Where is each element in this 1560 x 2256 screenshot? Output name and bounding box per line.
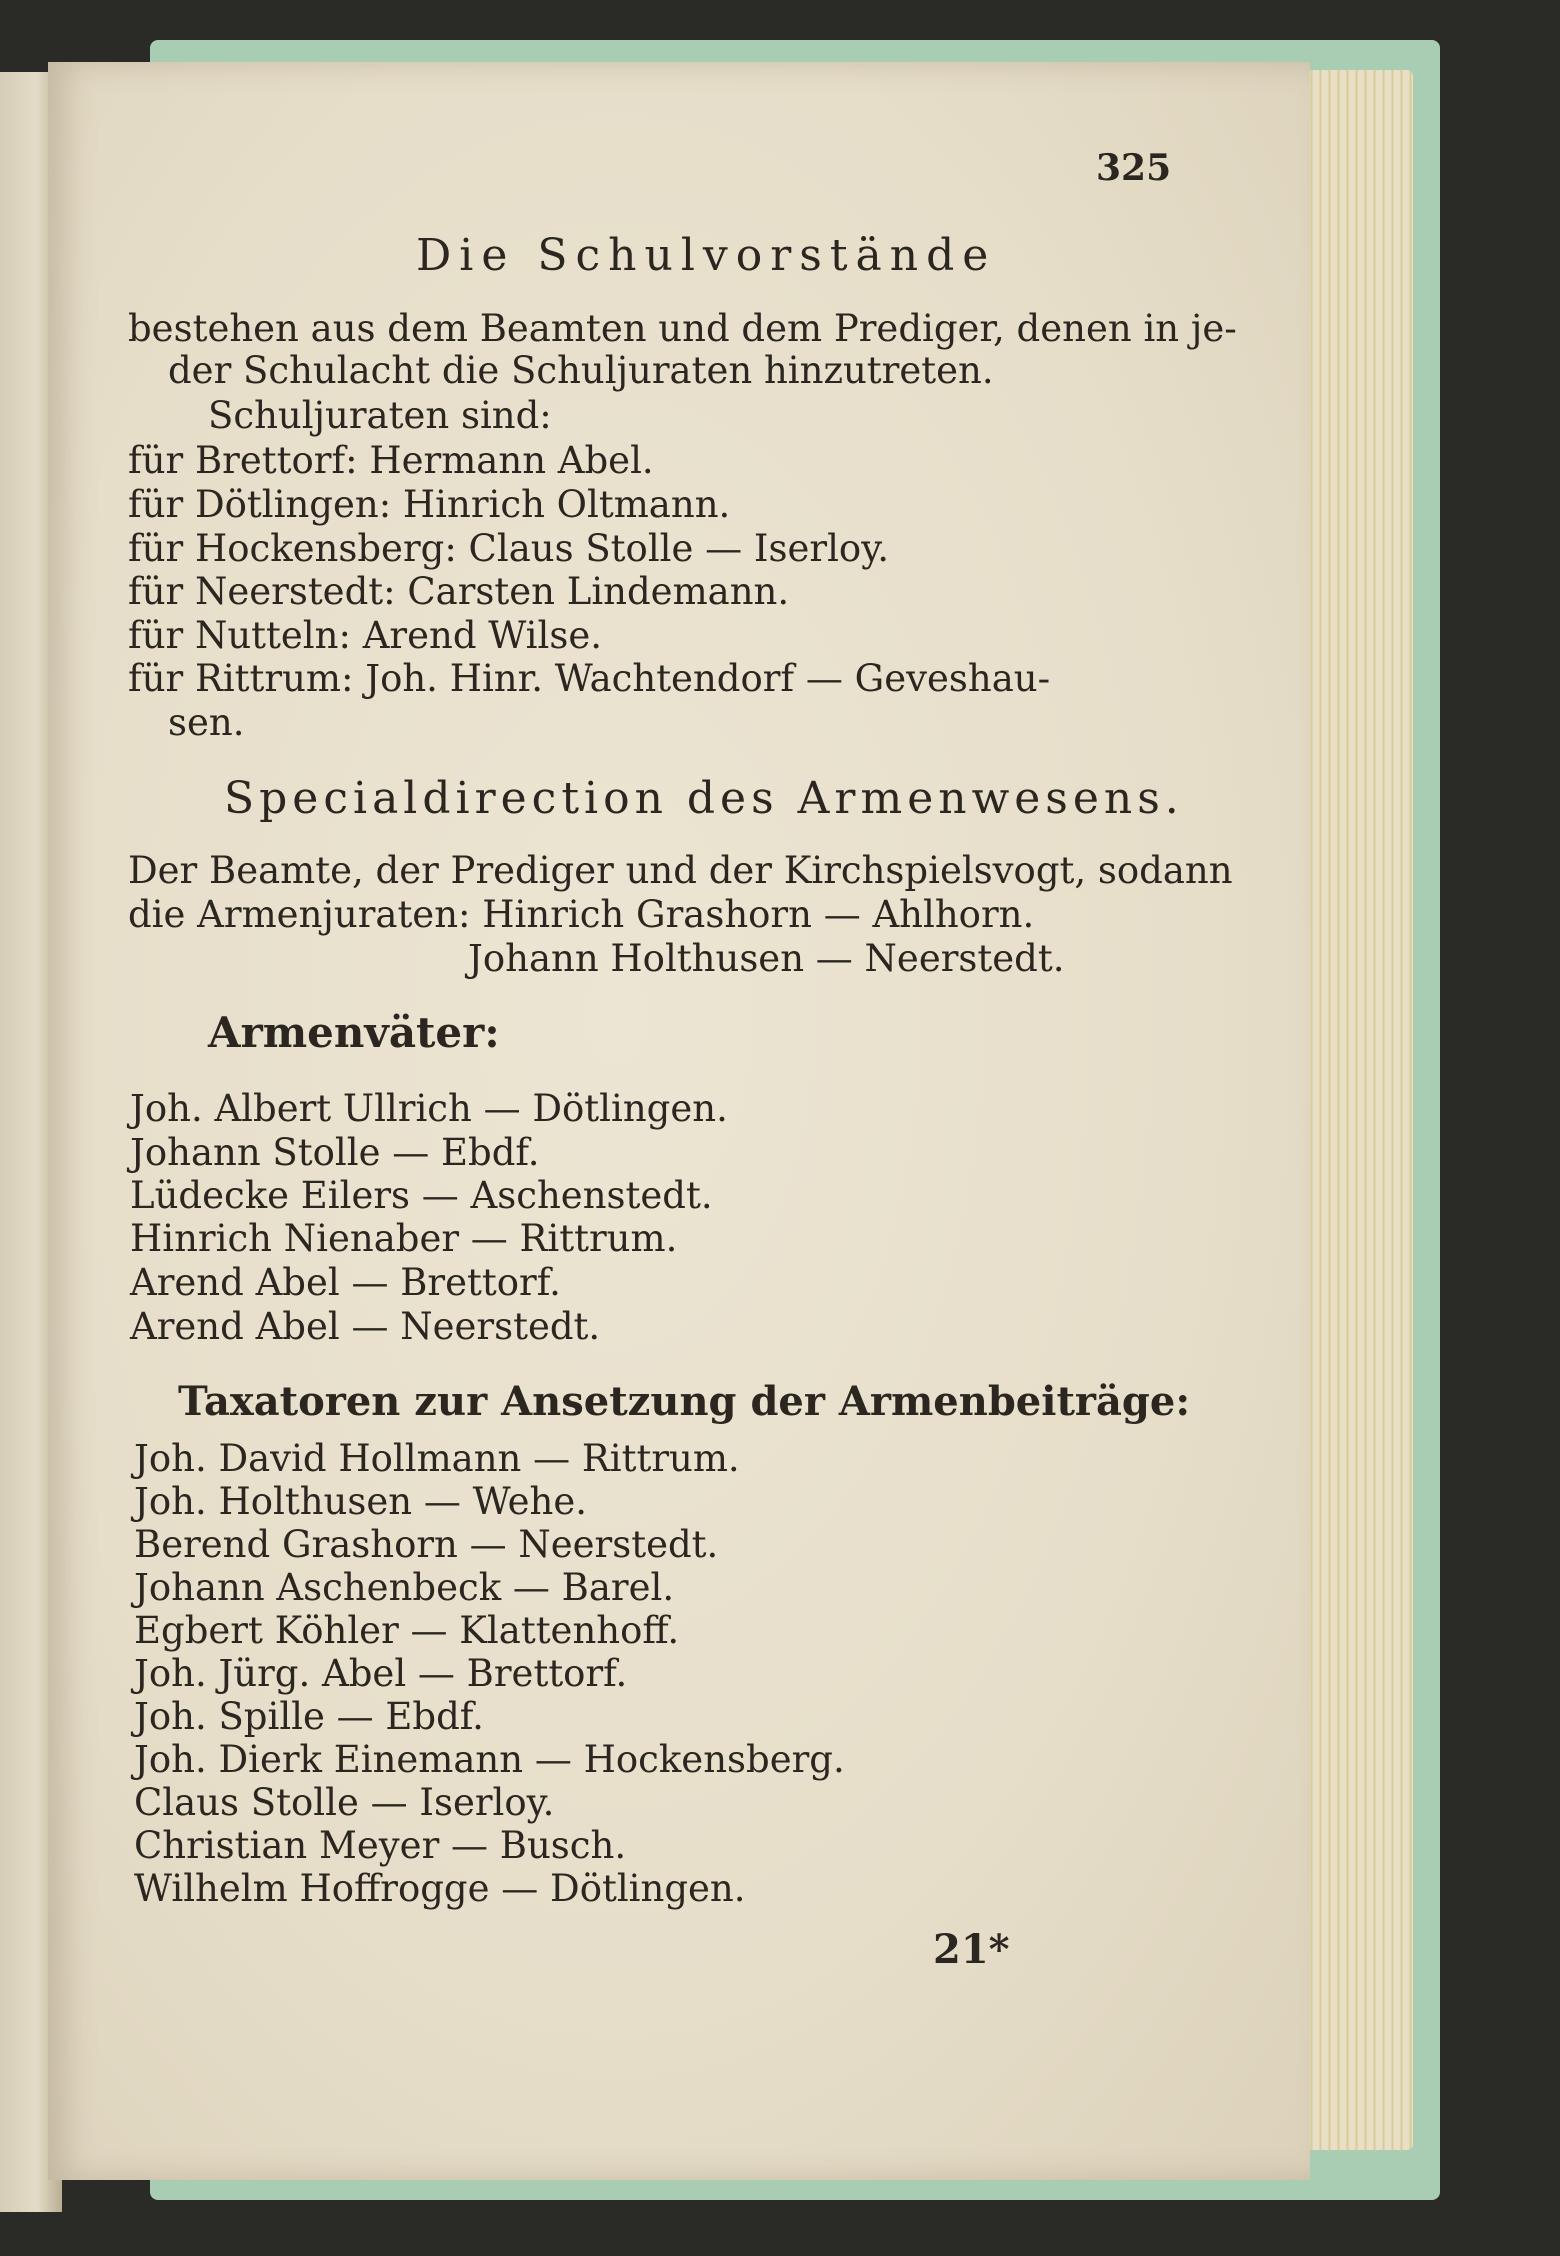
page-number: 325 xyxy=(1096,147,1172,189)
list-item: Claus Stolle — Iserloy. xyxy=(134,1781,555,1824)
intro-line: bestehen aus dem Beamten und dem Prediger, denen in je- xyxy=(128,307,1237,350)
paragraph-line: Der Beamte, der Prediger und der Kirchspielsvogt, sodann xyxy=(128,849,1233,892)
list-item: Joh. Jürg. Abel — Brettorf. xyxy=(134,1652,628,1695)
list-item: für Dötlingen: Hinrich Oltmann. xyxy=(128,483,731,526)
list-item: Egbert Köhler — Klattenhoff. xyxy=(134,1609,680,1652)
list-item: Hinrich Nienaber — Rittrum. xyxy=(130,1217,678,1260)
intro-line: der Schulacht die Schuljuraten hinzutreten. xyxy=(168,349,994,392)
list-item: für Neerstedt: Carsten Lindemann. xyxy=(128,570,790,613)
list-item: Wilhelm Hoffrogge — Dötlingen. xyxy=(134,1867,746,1910)
list-item: Johann Aschenbeck — Barel. xyxy=(134,1566,675,1609)
signature-mark: 21* xyxy=(933,1926,1010,1973)
section-heading-armenwesen: Specialdirection des Armenwesens. xyxy=(224,773,1184,824)
list-item: Joh. Spille — Ebdf. xyxy=(134,1695,484,1738)
paragraph-line: Johann Holthusen — Neerstedt. xyxy=(468,937,1065,980)
list-item: für Hockensberg: Claus Stolle — Iserloy. xyxy=(128,527,889,570)
book-page xyxy=(48,62,1310,2180)
paragraph-line: die Armenjuraten: Hinrich Grashorn — Ahlhorn. xyxy=(128,893,1035,936)
subheading-schuljuraten: Schuljuraten sind: xyxy=(208,394,552,437)
list-item: für Nutteln: Arend Wilse. xyxy=(128,614,602,657)
section-heading-taxatoren: Taxatoren zur Ansetzung der Armenbeiträge: xyxy=(178,1378,1191,1425)
list-item: Lüdecke Eilers — Aschenstedt. xyxy=(130,1174,713,1217)
list-item: Joh. Dierk Einemann — Hockensberg. xyxy=(134,1738,845,1781)
list-item: Berend Grashorn — Neerstedt. xyxy=(134,1523,719,1566)
section-heading-schulvorstaende: Die Schulvorstände xyxy=(416,230,997,281)
list-item: Johann Stolle — Ebdf. xyxy=(130,1131,540,1174)
list-item: Joh. Holthusen — Wehe. xyxy=(134,1480,587,1523)
list-item: für Rittrum: Joh. Hinr. Wachtendorf — Geveshau- xyxy=(128,657,1051,700)
section-heading-armenvaeter: Armenväter: xyxy=(208,1008,500,1057)
list-item: Joh. Albert Ullrich — Dötlingen. xyxy=(130,1087,728,1130)
list-item: für Brettorf: Hermann Abel. xyxy=(128,439,654,482)
page-block-edges xyxy=(1295,70,1413,2150)
list-item: Joh. David Hollmann — Rittrum. xyxy=(134,1437,740,1480)
list-item: Christian Meyer — Busch. xyxy=(134,1824,627,1867)
list-item: Arend Abel — Neerstedt. xyxy=(130,1305,601,1348)
list-item-continuation: sen. xyxy=(168,701,245,744)
list-item: Arend Abel — Brettorf. xyxy=(130,1261,561,1304)
